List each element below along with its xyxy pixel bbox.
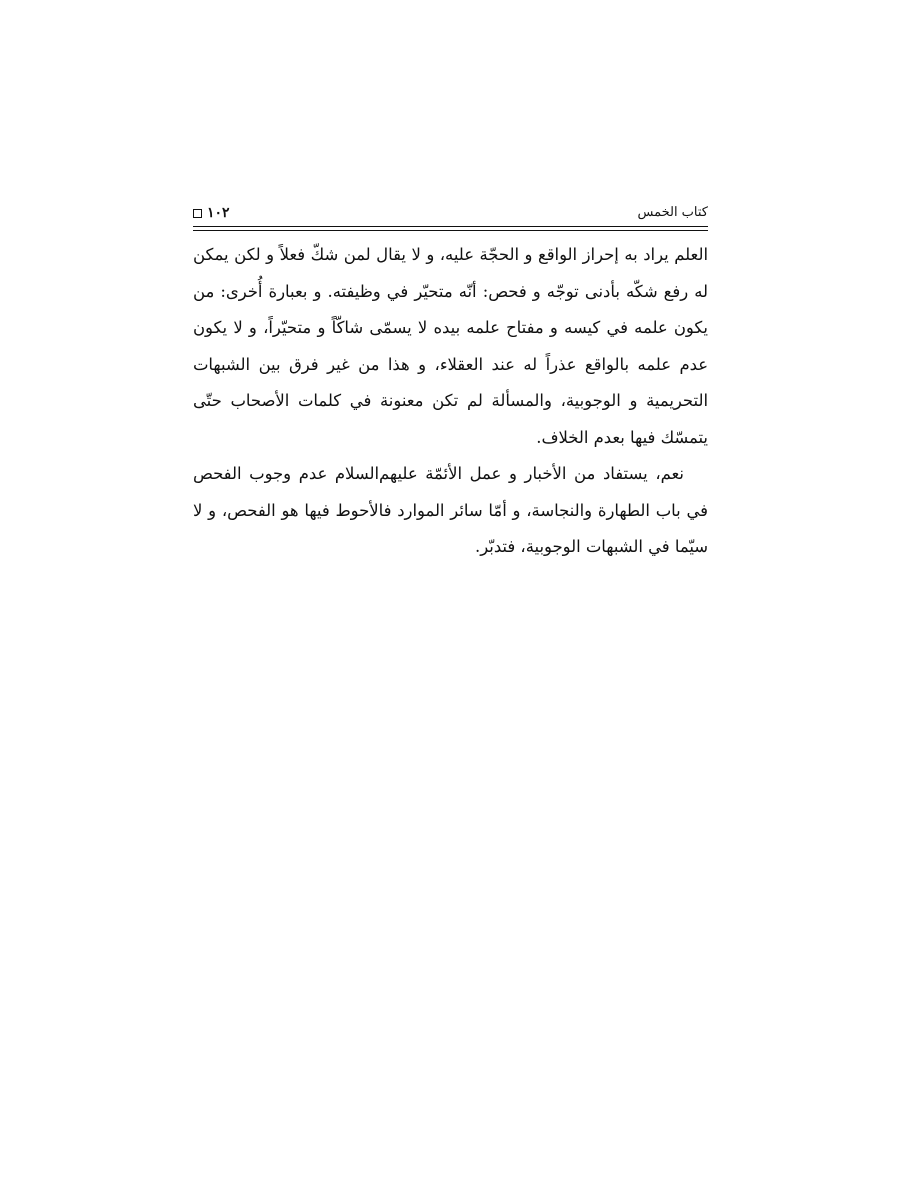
paragraph-2: نعم، يستفاد من الأخبار و عمل الأئمّة عليهم‌السلام عدم وجوب الفحص في باب الطهارة والنجاسة، و أمّا سائر الموارد فالأحوط فيها هو الفحص، و لا سيّما في الشبهات الوجوبية، فتدبّر. <box>193 464 708 556</box>
running-head <box>193 200 708 226</box>
header-rule-top <box>193 226 708 227</box>
page-number <box>193 204 230 222</box>
book-title: كتاب الخمس <box>637 205 708 220</box>
book-page <box>193 200 708 566</box>
header-rule-bottom <box>193 230 708 231</box>
body-text <box>193 237 708 566</box>
paragraph-1: العلم يراد به إحراز الواقع و الحجّة عليه، و لا يقال لمن شكّ فعلاً و لكن يمكن له رفع شكّه بأدنى توجّه و فحص: أنّه متحيّر في وظيفته. و بعبارة أُخرى: من يكون علمه في كيسه و مفتاح علمه بيده لا يسمّى شاكّاً و متحيّراً، و لا يكون عدم علمه بالواقع عذراً له عند العقلاء، و هذا من غير فرق بين الشبهات التحريمية و الوجوبية، والمسألة لم تكن معنونة في كلمات الأصحاب حتّى يتمسّك فيها بعدم الخلاف. <box>193 245 708 447</box>
square-ornament-icon <box>193 209 202 218</box>
page-number-value: ١٠٢ <box>207 205 230 221</box>
